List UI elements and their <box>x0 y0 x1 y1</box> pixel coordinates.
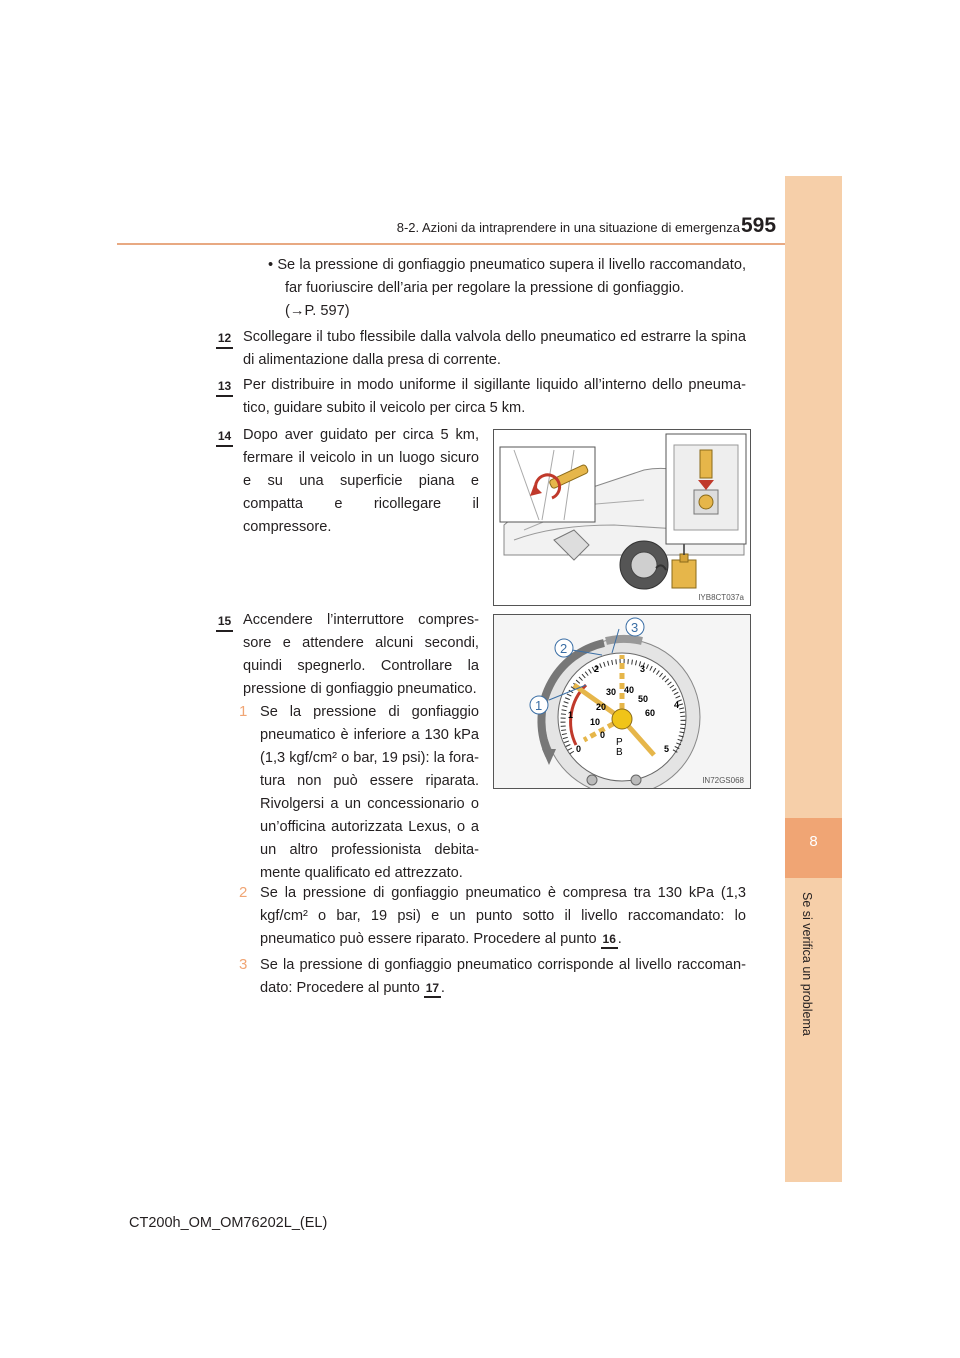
step-number: 13 <box>216 379 233 397</box>
scale-label: 10 <box>590 717 601 727</box>
scale-label: 3 <box>640 664 646 674</box>
chapter-label: Se si verifica un problema <box>800 892 814 1036</box>
scale-label: 30 <box>606 687 617 697</box>
scale-label: 20 <box>596 702 607 712</box>
chapter-number: 8 <box>785 818 842 878</box>
step-number: 15 <box>216 614 233 632</box>
unit-label: B <box>616 747 623 758</box>
step-text: Scollegare il tubo flessibile dalla valvola dello pneumatico ed estrarre la spina di alimentazione dalla presa di corrente. <box>243 329 746 368</box>
page-number: 595 <box>741 214 777 237</box>
scale-label: 4 <box>674 700 680 710</box>
callout-1: 1 <box>535 698 543 713</box>
scale-label: 5 <box>664 744 670 754</box>
pressure-gauge-illustration <box>493 614 751 789</box>
sub-item-text: Se la pressione di gonfiaggio pneumatico corrisponde al livello raccomandato: Procedere al punto 17 . <box>260 957 746 996</box>
scale-label: 0 <box>576 744 582 754</box>
step-text: Per distribuire in modo uniforme il sigillante liquido all’interno dello pneumatico, guidare subito il veicolo per circa 5 km. <box>243 377 746 416</box>
scale-label: 50 <box>638 694 649 704</box>
step-reference: 17 <box>424 981 441 998</box>
compressor-reconnect-illustration <box>493 429 751 606</box>
unit-label: P <box>616 737 623 748</box>
page-reference: (→P. 597) <box>285 303 350 319</box>
header-divider <box>117 243 785 245</box>
document-code: CT200h_OM_OM76202L_(EL) <box>129 1215 328 1231</box>
figure-code: IN72GS068 <box>702 776 744 785</box>
step-text: Dopo aver guidato per circa 5 km, fermare il veicolo in un luogo sicuro e su una superficie piana e compatta e ricollegare il compressore. <box>243 427 479 535</box>
step-reference: 16 <box>601 932 618 949</box>
sub-item-number: 3 <box>239 956 248 973</box>
step-number: 14 <box>216 429 233 447</box>
callout-3: 3 <box>631 620 639 635</box>
scale-label: 1 <box>568 710 574 720</box>
sub-item-number: 1 <box>239 703 248 720</box>
figure-code: IYB8CT037a <box>698 593 744 602</box>
sub-item-text: Se la pressione di gonfiaggio pneumatico è compresa tra 130 kPa (1,3 kgf/cm² o bar, 19 psi) e un punto sotto il livello raccomandato: lo pneumatico può essere riparato. Procedere al punto 16 . <box>260 885 746 947</box>
step-text: Accendere l’interruttore compressore e attendere alcuni secondi, quindi spegnerlo. Controllare la pressione di gonfiaggio pneumatico. <box>243 612 479 697</box>
scale-label: 0 <box>600 730 606 740</box>
callout-2: 2 <box>560 641 568 656</box>
sub-item-number: 2 <box>239 884 248 901</box>
scale-label: 40 <box>624 685 635 695</box>
scale-label: 60 <box>645 708 656 718</box>
step-number: 12 <box>216 331 233 349</box>
sub-item-text: Se la pressione di gonfiaggio pneumatico è inferiore a 130 kPa (1,3 kgf/cm² o bar, 19 psi): la foratura non può essere riparata. Rivolgersi a un concessionario o un’officina autorizzata Lexus, o a un altro professionista debitamente qualificato ed attrezzato. <box>260 704 480 881</box>
scale-label: 2 <box>594 664 600 674</box>
bullet-note: • Se la pressione di gonfiaggio pneumatico supera il livello raccomandato, far fuoriuscire dell’aria per regolare la pressione di gonfiaggio. (→P. 597) <box>268 254 746 323</box>
section-header: 8-2. Azioni da intraprendere in una situazione di emergenza <box>396 220 740 235</box>
